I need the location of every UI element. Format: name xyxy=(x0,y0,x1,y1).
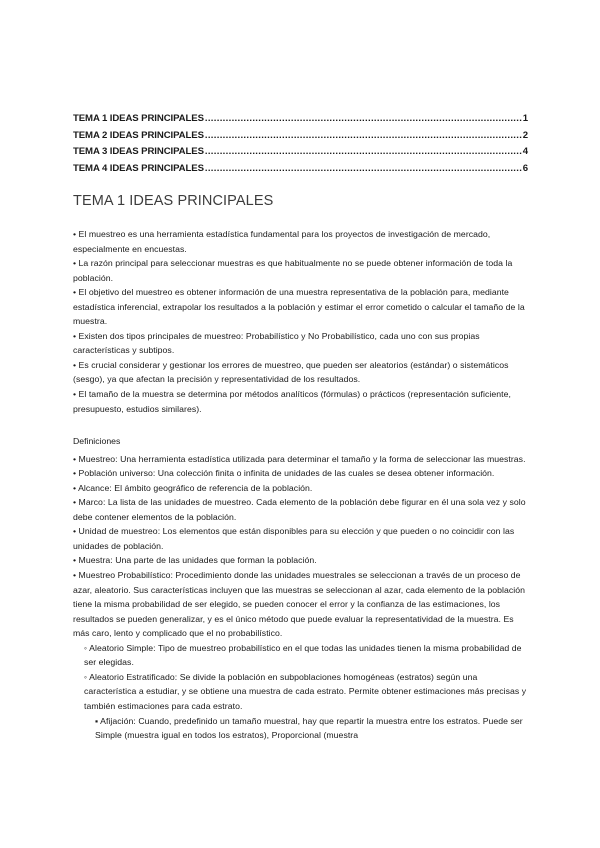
definition-item: • Unidad de muestreo: Los elementos que están disponibles para su elección y que pueden o no coincidir con las unidades de población. xyxy=(73,526,515,551)
toc-entry[interactable] xyxy=(73,111,528,128)
toc-leader-dots xyxy=(205,161,522,178)
definitions-heading: Definiciones xyxy=(73,436,121,447)
toc-entry-label: TEMA 3 IDEAS PRINCIPALES xyxy=(73,146,204,157)
summary-bullet: • El tamaño de la muestra se determina por métodos analíticos (fórmulas) o prácticos (representación suficiente, presupuesto, estudios similares). xyxy=(73,389,511,414)
toc-entry-page: 6 xyxy=(522,162,528,174)
toc-leader-dots xyxy=(205,111,522,128)
table-of-contents xyxy=(73,111,528,177)
summary-bullet: • El muestreo es una herramienta estadística fundamental para los proyectos de investigación de mercado, especialmente en encuestas. xyxy=(73,229,491,254)
summary-bullets xyxy=(73,227,528,416)
definition-sub-item: ◦ Aleatorio Estratificado: Se divide la población en subpoblaciones homogéneas (estratos) según una característica a estudiar, y se obtiene una muestra de cada estrato. Permite obtener estimaciones más precisas y también estimaciones para cada estrato. xyxy=(84,671,527,711)
toc-entry-label: TEMA 4 IDEAS PRINCIPALES xyxy=(73,162,204,174)
toc-leader-dots xyxy=(205,128,522,145)
definition-sub-sub-item: ▪ Afijación: Cuando, predefinido un tamaño muestral, hay que repartir la muestra entre los estratos. Puede ser Simple (muestra igual en todos los estratos), Proporcional (muestra xyxy=(95,715,523,741)
definition-item: • Alcance: El ámbito geográfico de referencia de la población. xyxy=(73,482,313,493)
toc-entry-page: 2 xyxy=(522,129,528,141)
section-title: TEMA 1 IDEAS PRINCIPALES xyxy=(73,193,274,209)
definition-item: • Muestra: Una parte de las unidades que forman la población. xyxy=(73,555,317,566)
summary-bullet: • Es crucial considerar y gestionar los errores de muestreo, que pueden ser aleatorios (estándar) o sistemáticos (sesgo), ya que afectan la precisión y representatividad de los resultados. xyxy=(73,359,509,385)
definition-item: • Muestreo Probabilístico: Procedimiento donde las unidades muestrales se seleccionan a través de un proceso de azar, aleatorio. Sus características incluyen que las muestras se seleccionan al azar, cada elemento de la población tiene la misma probabilidad de ser elegido, se pueden conocer el error y la confianza de las estimaciones, los resultados se pueden generalizar, y es el único método que puede evaluar la representatividad de la muestra. Es más caro, lento y complicado que el no probabilístico. xyxy=(73,570,526,639)
toc-entry-page: 1 xyxy=(522,113,528,124)
summary-bullet: • Existen dos tipos principales de muestreo: Probabilístico y No Probabilístico, cada uno con sus propias características y subtipos. xyxy=(73,330,480,356)
toc-entry-page: 4 xyxy=(522,146,528,157)
definition-sub-item: ◦ Aleatorio Simple: Tipo de muestreo probabilístico en el que todas las unidades tienen la misma probabilidad de ser elegidas. xyxy=(84,642,522,668)
definition-item: • Marco: La lista de las unidades de muestreo. Cada elemento de la población debe figurar en él una sola vez y solo debe contener elementos de la población. xyxy=(73,497,526,522)
toc-leader-dots xyxy=(205,144,522,161)
toc-entry[interactable] xyxy=(73,128,528,145)
toc-entry[interactable] xyxy=(73,144,528,161)
toc-entry-label: TEMA 2 IDEAS PRINCIPALES xyxy=(73,129,204,141)
definition-item: • Muestreo: Una herramienta estadística utilizada para determinar el tamaño y la forma de seleccionar las muestras. xyxy=(73,453,526,464)
summary-bullet: • La razón principal para seleccionar muestras es que habitualmente no se puede obtener información de toda la población. xyxy=(73,258,513,283)
definitions-list xyxy=(73,452,528,743)
summary-bullet: • El objetivo del muestreo es obtener información de una muestra representativa de la población para, mediante estadística inferencial, extrapolar los resultados a la población y estimar el error cometido o calcular el tamaño de la muestra. xyxy=(73,287,525,327)
definition-item: • Población universo: Una colección finita o infinita de unidades de las cuales se desea obtener información. xyxy=(73,468,495,479)
toc-entry-label: TEMA 1 IDEAS PRINCIPALES xyxy=(73,113,204,124)
toc-entry[interactable] xyxy=(73,161,528,178)
